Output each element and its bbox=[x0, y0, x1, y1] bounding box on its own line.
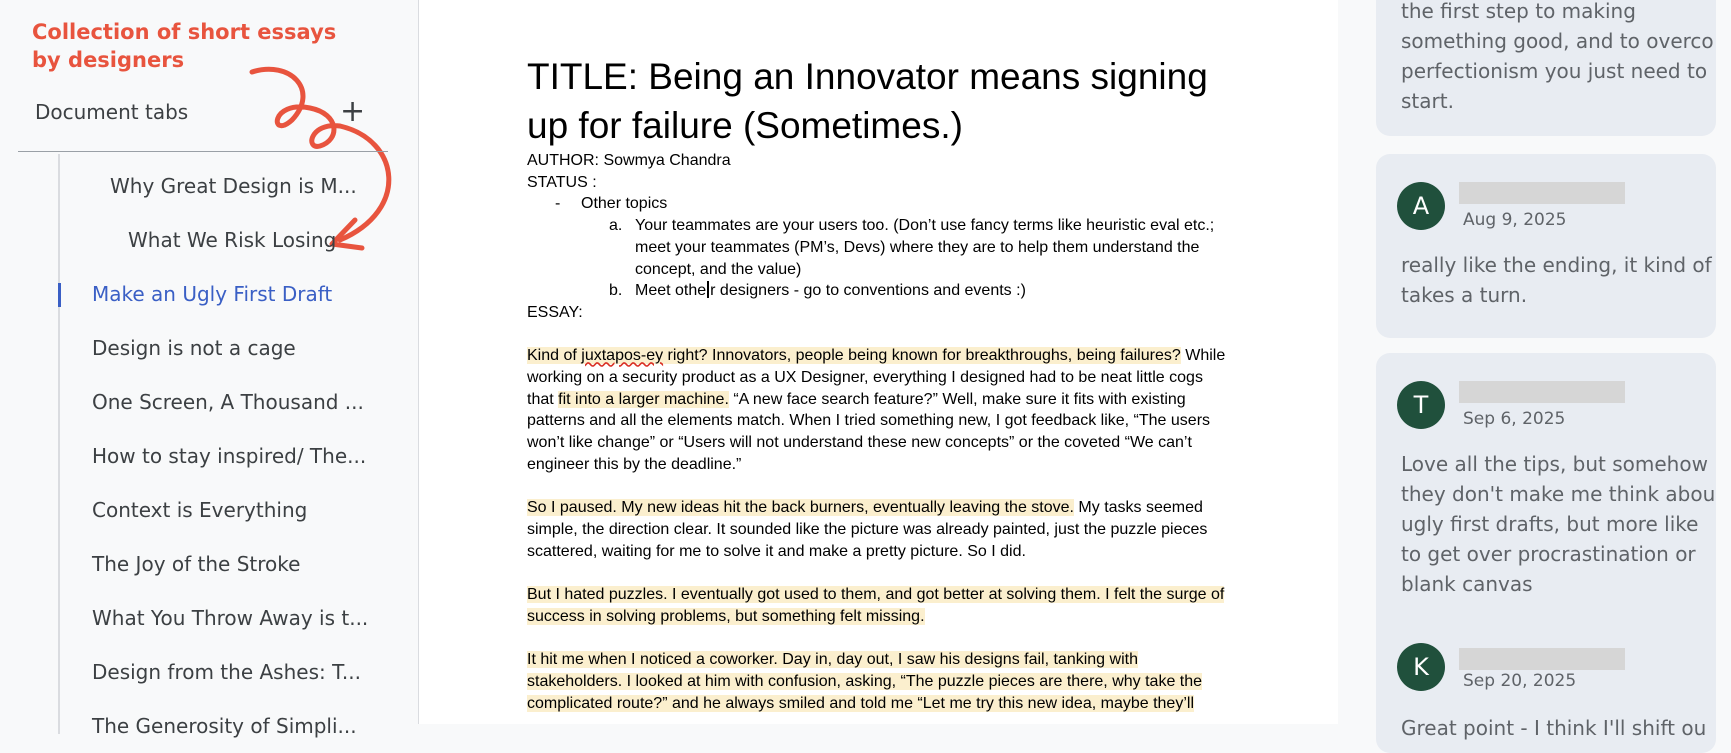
annotation-text: Collection of short essays by designers bbox=[32, 20, 337, 72]
item-b-text-rest: r designers - go to conventions and events :) bbox=[710, 282, 1026, 300]
list-marker: a. bbox=[609, 217, 623, 235]
dash-bullet: - bbox=[555, 195, 561, 213]
highlight: But I hated puzzles. I eventually got used to them, and got better at solving them. I felt the surge of success in solving problems, but something felt missing. bbox=[527, 586, 1225, 625]
comment-date: Sep 20, 2025 bbox=[1463, 671, 1577, 691]
author-name-redacted bbox=[1459, 648, 1625, 670]
tab-item[interactable]: How to stay inspired/ The... bbox=[92, 444, 367, 468]
avatar[interactable]: K bbox=[1397, 643, 1445, 691]
comment-text: Great point - I think I'll shift ou bbox=[1401, 716, 1707, 740]
avatar[interactable]: T bbox=[1397, 381, 1445, 429]
comment-card[interactable] bbox=[1376, 0, 1716, 136]
comment-text: Love all the tips, but somehow they don't make me think abou ugly first drafts, but more like to get over procrastination or blank canvas bbox=[1401, 452, 1716, 596]
author-name-redacted bbox=[1459, 381, 1625, 403]
author-line: AUTHOR: Sowmya Chandra bbox=[527, 152, 731, 169]
highlight: It hit me when I noticed a coworker. Day in, day out, I saw his designs fail, tanking with stakeholders. I looked at him with confusion, asking, “The puzzle pieces are there, why take the complicated route?” and he always smiled and told me “Let me try this new idea, maybe they’ll bbox=[527, 651, 1203, 712]
document-tabs-sidebar bbox=[0, 0, 419, 738]
tabs-list bbox=[58, 154, 420, 738]
list-marker: b. bbox=[609, 282, 623, 300]
tab-item[interactable]: What We Risk Losing bbox=[128, 228, 337, 252]
tab-item[interactable]: Context is Everything bbox=[92, 498, 308, 522]
tab-label: Make an Ugly First Draft bbox=[92, 282, 333, 306]
item-a-text: Your teammates are your users too. (Don’t use fancy terms like heuristic eval etc.; meet your teammates (PM’s, Devs) where they are to help them understand the concept, and the value) bbox=[635, 217, 1215, 278]
document-body[interactable] bbox=[527, 52, 1227, 714]
author-name-redacted bbox=[1459, 182, 1625, 204]
comment-date: Aug 9, 2025 bbox=[1463, 210, 1567, 230]
document-title: TITLE: Being an Innovator means signing up for failure (Sometimes.) bbox=[527, 56, 1208, 146]
text-cursor bbox=[707, 281, 709, 298]
list-item bbox=[527, 193, 1227, 215]
tab-item[interactable]: What You Throw Away is t... bbox=[92, 606, 369, 630]
status-line: STATUS : bbox=[527, 173, 597, 191]
paragraph-text: My tasks seemed simple, the direction clear. It sounded like the picture was already painted, just the puzzle pieces scattered, waiting for me to solve it and make a pretty picture. So I did. bbox=[527, 499, 1208, 560]
tab-item[interactable]: Why Great Design is M... bbox=[110, 174, 357, 198]
add-tab-button[interactable] bbox=[340, 94, 365, 129]
document-tabs-header: Document tabs bbox=[35, 100, 189, 124]
highlight: Kind of bbox=[527, 347, 582, 365]
essay-paragraph bbox=[527, 649, 1227, 714]
plus-icon: + bbox=[340, 94, 366, 129]
essay-paragraph bbox=[527, 497, 1227, 562]
comment-date: Sep 6, 2025 bbox=[1463, 409, 1566, 429]
comment-text: really like the ending, it kind of takes a turn. bbox=[1401, 253, 1712, 307]
comment-card[interactable] bbox=[1376, 353, 1716, 753]
spelling-error[interactable]: juxtapos-ey bbox=[581, 347, 664, 365]
tab-item[interactable]: The Joy of the Stroke bbox=[92, 552, 301, 576]
active-tab-indicator bbox=[58, 283, 61, 307]
highlight: fit into a larger machine. bbox=[558, 390, 729, 408]
essay-label: ESSAY: bbox=[527, 303, 583, 321]
item-b-text: Meet othe bbox=[635, 282, 707, 300]
highlight: So I paused. My new ideas hit the back burners, eventually leaving the stove. bbox=[527, 499, 1074, 517]
tab-item[interactable]: The Generosity of Simpli... bbox=[92, 714, 357, 738]
comment-text: the first step to making something good, and to overco perfectionism you just need to start. bbox=[1401, 0, 1714, 113]
essay-paragraph bbox=[527, 584, 1227, 627]
paragraph-text: While working on a security product as a UX Designer, everything I designed had to be neat little cogs that bbox=[527, 347, 1226, 408]
essay-paragraph bbox=[527, 345, 1227, 475]
list-item bbox=[527, 280, 1227, 302]
topic-text: Other topics bbox=[581, 195, 668, 213]
highlight: right? Innovators, people being known for breakthroughs, being failures? bbox=[663, 347, 1181, 365]
document-page[interactable] bbox=[419, 0, 1339, 724]
tab-item[interactable]: Design from the Ashes: T... bbox=[92, 660, 362, 684]
tab-item[interactable]: One Screen, A Thousand ... bbox=[92, 390, 364, 414]
comments-panel bbox=[1338, 0, 1716, 740]
avatar[interactable]: A bbox=[1397, 182, 1445, 230]
tab-item-active[interactable] bbox=[60, 274, 360, 316]
list-item bbox=[527, 215, 1227, 280]
comment-card[interactable] bbox=[1376, 154, 1716, 338]
tab-item[interactable]: Design is not a cage bbox=[92, 336, 296, 360]
paragraph-text: “A new face search feature?” Well, make sure it fits with existing patterns and all the elements match. When I tried something new, I got feedback like, “The users won’t like change” or “Users will not understand these new concepts” or the coveted “We can’t engineer this by the deadline.” bbox=[527, 390, 1211, 473]
tabs-divider bbox=[18, 151, 388, 152]
